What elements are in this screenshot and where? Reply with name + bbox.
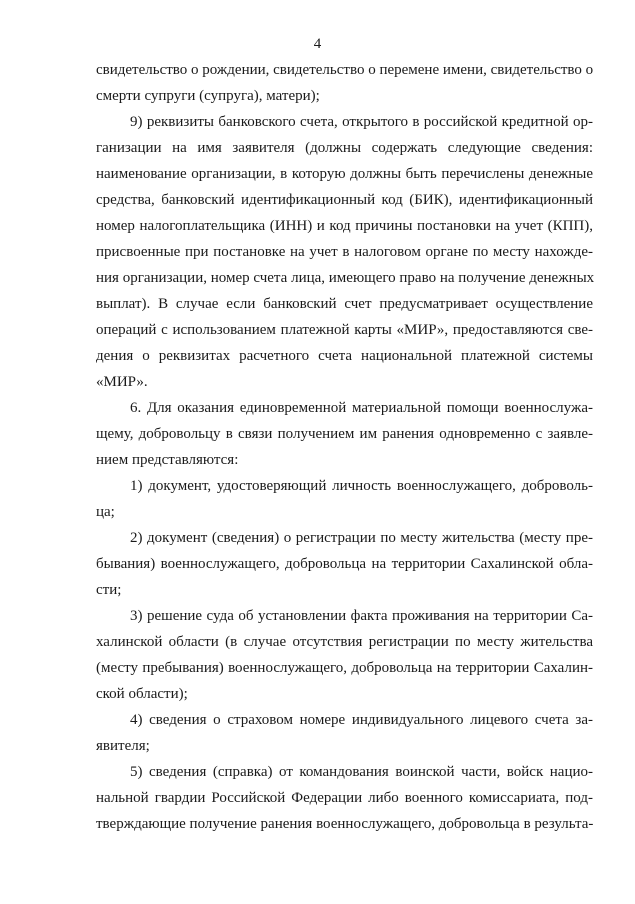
text-line: наименование организации, в которую должны быть перечислены денежные [96, 166, 593, 182]
text-line: ния организации, номер счета лица, имеющего право на получение денежных [96, 270, 595, 286]
text-line: свидетельство о рождении, свидетельство о перемене имени, свидетельство о [96, 62, 594, 78]
text-line: 9) реквизиты банковского счета, открытого в российской кредитной ор- [130, 114, 593, 130]
text-line: номер налогоплательщика (ИНН) и код причины постановки на учет (КПП), [96, 218, 593, 234]
text-line: 2) документ (сведения) о регистрации по месту жительства (месту пре- [130, 530, 593, 546]
text-line: сти; [96, 582, 122, 598]
text-line: смерти супруги (супруга), матери); [96, 88, 320, 104]
text-line: 4) сведения о страховом номере индивидуального лицевого счета за- [130, 712, 593, 728]
text-line: присвоенные при постановке на учет в налоговом органе по месту нахожде- [96, 244, 593, 260]
text-line: 6. Для оказания единовременной материальной помощи военнослужа- [130, 400, 593, 416]
text-line: щему, добровольцу в связи получением им ранения одновременно с заявле- [96, 426, 593, 442]
text-line: средства, банковский идентификационный код (БИК), идентификационный [96, 192, 593, 208]
text-line: бывания) военнослужащего, добровольца на территории Сахалинской обла- [96, 556, 593, 572]
text-line: дения о реквизитах расчетного счета национальной платежной системы [96, 348, 593, 364]
page-number: 4 [313, 36, 322, 52]
text-line: ца; [96, 504, 115, 520]
text-line: нием представляются: [96, 452, 239, 468]
text-line: 5) сведения (справка) от командования воинской части, войск нацио- [130, 764, 593, 780]
text-line: ской области); [96, 686, 188, 702]
text-line: 3) решение суда об установлении факта проживания на территории Са- [130, 608, 593, 624]
text-line: выплат). В случае если банковский счет предусматривает осуществление [96, 296, 593, 312]
text-line: явителя; [96, 738, 150, 754]
text-line: 1) документ, удостоверяющий личность военнослужащего, доброволь- [130, 478, 593, 494]
text-line: (месту пребывания) военнослужащего, добровольца на территории Сахалин- [96, 660, 593, 676]
text-line: ганизации на имя заявителя (должны содержать следующие сведения: [96, 140, 593, 156]
text-line: нальной гвардии Российской Федерации либо военного комиссариата, под- [96, 790, 593, 806]
text-line: «МИР». [96, 374, 148, 390]
text-line: халинской области (в случае отсутствия регистрации по месту жительства [96, 634, 593, 650]
text-line: тверждающие получение ранения военнослужащего, добровольца в результа- [96, 816, 594, 832]
text-line: операций с использованием платежной карты «МИР», предоставляются све- [96, 322, 593, 338]
